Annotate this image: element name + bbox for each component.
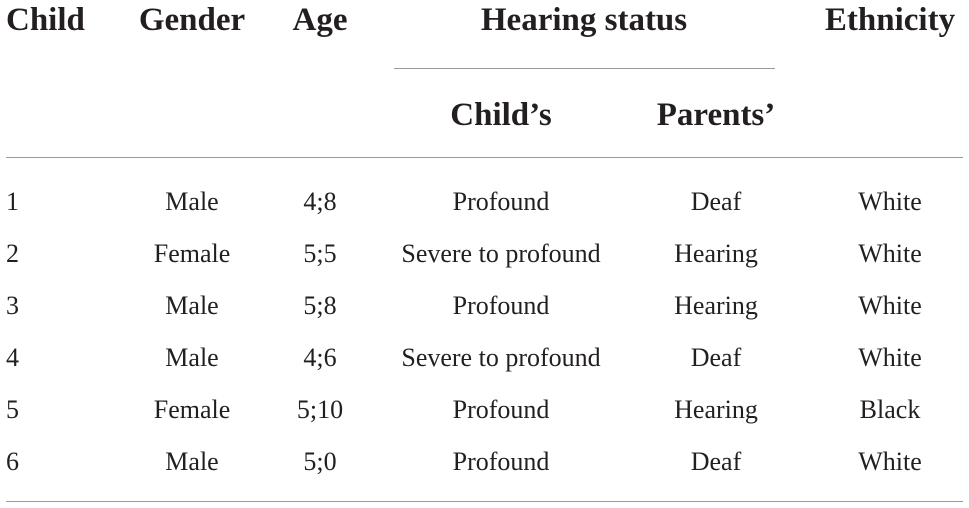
cell-child-hearing: Severe to profound	[401, 239, 601, 268]
header-hearing-status: Hearing status	[480, 2, 688, 38]
cell-child-hearing: Profound	[452, 395, 550, 424]
cell-parents-hearing: Deaf	[690, 343, 742, 372]
table-bottom-rule	[6, 501, 963, 502]
cell-child: 1	[6, 187, 19, 216]
cell-ethnicity: White	[858, 187, 922, 216]
cell-child: 4	[6, 343, 19, 372]
cell-gender: Male	[165, 447, 219, 476]
cell-parents-hearing: Hearing	[674, 291, 758, 320]
header-gender: Gender	[138, 2, 246, 38]
cell-child: 6	[6, 447, 19, 476]
cell-child-hearing: Profound	[452, 447, 550, 476]
cell-gender: Male	[165, 291, 219, 320]
cell-child-hearing: Profound	[452, 187, 550, 216]
cell-gender: Male	[165, 343, 219, 372]
cell-parents-hearing: Deaf	[690, 187, 742, 216]
cell-age: 4;6	[303, 343, 337, 372]
cell-ethnicity: White	[858, 291, 922, 320]
cell-age: 5;8	[303, 291, 337, 320]
cell-ethnicity: White	[858, 447, 922, 476]
cell-gender: Female	[153, 395, 231, 424]
cell-gender: Female	[153, 239, 231, 268]
cell-gender: Male	[165, 187, 219, 216]
cell-age: 4;8	[303, 187, 337, 216]
header-bottom-rule	[6, 157, 963, 158]
cell-child: 3	[6, 291, 19, 320]
cell-ethnicity: White	[858, 239, 922, 268]
cell-parents-hearing: Deaf	[690, 447, 742, 476]
header-parents: Parents’	[656, 97, 776, 133]
cell-child-hearing: Severe to profound	[401, 343, 601, 372]
cell-age: 5;0	[303, 447, 337, 476]
cell-child: 5	[6, 395, 19, 424]
cell-ethnicity: Black	[859, 395, 921, 424]
header-age: Age	[292, 2, 348, 38]
cell-parents-hearing: Hearing	[674, 239, 758, 268]
cell-age: 5;10	[296, 395, 344, 424]
header-ethnicity: Ethnicity	[824, 2, 956, 38]
header-childs: Child’s	[450, 97, 552, 133]
cell-child: 2	[6, 239, 19, 268]
header-child: Child	[6, 2, 85, 38]
cell-ethnicity: White	[858, 343, 922, 372]
cell-age: 5;5	[303, 239, 337, 268]
hearing-status-divider	[394, 68, 775, 69]
cell-child-hearing: Profound	[452, 291, 550, 320]
cell-parents-hearing: Hearing	[674, 395, 758, 424]
